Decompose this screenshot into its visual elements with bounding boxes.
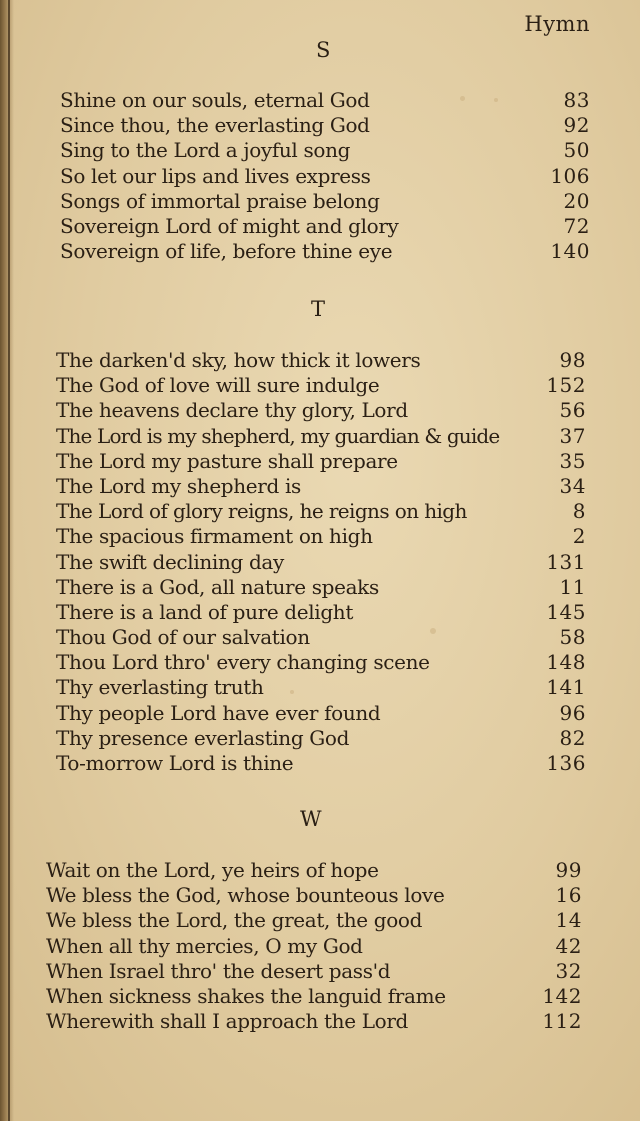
first-line: The Lord my pasture shall prepare bbox=[56, 448, 398, 473]
index-entry bbox=[56, 575, 586, 600]
index-entry bbox=[56, 373, 586, 398]
hymn-number: 82 bbox=[559, 725, 586, 750]
hymn-number: 72 bbox=[563, 213, 590, 238]
index-entry bbox=[56, 550, 586, 575]
hymn-number: 58 bbox=[559, 625, 586, 650]
first-line: We bless the God, whose bounteous love bbox=[46, 883, 445, 908]
section-letter-w: W bbox=[300, 807, 322, 831]
index-entry bbox=[60, 239, 590, 264]
first-line: Since thou, the everlasting God bbox=[60, 113, 370, 138]
index-entry bbox=[56, 650, 586, 675]
running-head: Hymn bbox=[524, 12, 590, 36]
first-line: So let our lips and lives express bbox=[60, 163, 371, 188]
hymn-number: 92 bbox=[563, 113, 590, 138]
first-line: When all thy mercies, O my God bbox=[46, 933, 363, 958]
hymn-number: 112 bbox=[542, 1009, 582, 1034]
first-line: There is a land of pure delight bbox=[56, 599, 354, 624]
index-entry bbox=[56, 524, 586, 549]
first-line: Wherewith shall I approach the Lord bbox=[46, 1009, 408, 1034]
hymn-number: 98 bbox=[559, 348, 586, 372]
first-line: When sickness shakes the languid frame bbox=[46, 983, 446, 1008]
index-list-s bbox=[60, 88, 590, 264]
index-entry bbox=[46, 1009, 582, 1034]
hymn-number: 140 bbox=[550, 239, 590, 264]
hymn-number: 42 bbox=[555, 933, 582, 958]
hymn-number: 106 bbox=[550, 163, 590, 188]
index-entry bbox=[56, 701, 586, 726]
hymn-number: 141 bbox=[546, 675, 586, 700]
hymn-number: 20 bbox=[563, 188, 590, 213]
first-line: The heavens declare thy glory, Lord bbox=[56, 398, 408, 423]
index-entry bbox=[46, 934, 582, 959]
hymn-number: 131 bbox=[546, 549, 586, 574]
first-line: The Lord my shepherd is bbox=[56, 473, 301, 498]
hymn-number: 14 bbox=[555, 908, 582, 933]
hymn-number: 145 bbox=[546, 599, 586, 624]
index-entry bbox=[56, 751, 586, 776]
first-line: Thy people Lord have ever found bbox=[56, 700, 381, 725]
index-entry bbox=[60, 214, 590, 239]
index-entry bbox=[60, 138, 590, 163]
first-line: To-morrow Lord is thine bbox=[56, 751, 294, 775]
first-line: Sing to the Lord a joyful song bbox=[60, 138, 351, 163]
hymn-number: 35 bbox=[559, 448, 586, 473]
index-entry bbox=[46, 984, 582, 1009]
index-list-t bbox=[56, 348, 586, 776]
index-entry bbox=[56, 726, 586, 751]
index-entry bbox=[56, 474, 586, 499]
hymn-number: 37 bbox=[559, 423, 586, 448]
first-line: The spacious firmament on high bbox=[56, 524, 373, 549]
first-line: Thou God of our salvation bbox=[56, 625, 310, 650]
hymn-number: 34 bbox=[559, 473, 586, 498]
index-entry bbox=[56, 499, 586, 524]
hymn-number: 56 bbox=[559, 398, 586, 423]
first-line: Thy presence everlasting God bbox=[56, 725, 350, 750]
first-line: Sovereign of life, before thine eye bbox=[60, 239, 393, 264]
first-line: We bless the Lord, the great, the good bbox=[46, 908, 423, 933]
hymn-number: 99 bbox=[555, 858, 582, 882]
index-entry bbox=[56, 449, 586, 474]
index-entry bbox=[60, 113, 590, 138]
hymn-number: 83 bbox=[563, 88, 590, 112]
hymn-number: 142 bbox=[542, 983, 582, 1008]
page-gutter bbox=[0, 0, 14, 1121]
section-letter-t: T bbox=[311, 297, 326, 321]
first-line: When Israel thro' the desert pass'd bbox=[46, 958, 391, 983]
index-entry bbox=[56, 600, 586, 625]
index-entry bbox=[56, 348, 586, 373]
first-line: There is a God, all nature speaks bbox=[56, 574, 379, 599]
index-entry bbox=[56, 424, 586, 449]
section-letter-s: S bbox=[316, 38, 331, 62]
index-entry bbox=[60, 164, 590, 189]
index-entry bbox=[46, 959, 582, 984]
first-line: Sovereign Lord of might and glory bbox=[60, 213, 399, 238]
hymn-number: 96 bbox=[559, 700, 586, 725]
first-line: Wait on the Lord, ye heirs of hope bbox=[46, 858, 379, 882]
first-line: Shine on our souls, eternal God bbox=[60, 88, 370, 112]
index-entry bbox=[60, 189, 590, 214]
index-entry bbox=[46, 883, 582, 908]
index-entry bbox=[56, 675, 586, 700]
hymn-number: 2 bbox=[572, 524, 586, 549]
index-list-w bbox=[46, 858, 582, 1034]
first-line: The swift declining day bbox=[56, 549, 284, 574]
spine-edge bbox=[8, 0, 10, 1121]
hymn-number: 148 bbox=[546, 650, 586, 675]
first-line: Thou Lord thro' every changing scene bbox=[56, 650, 430, 675]
hymn-number: 136 bbox=[546, 751, 586, 775]
index-entry bbox=[56, 398, 586, 423]
hymn-number: 16 bbox=[555, 883, 582, 908]
hymn-number: 152 bbox=[546, 373, 586, 398]
hymn-number: 32 bbox=[555, 958, 582, 983]
hymn-number: 8 bbox=[572, 499, 586, 524]
index-entry bbox=[60, 88, 590, 113]
first-line: The Lord is my shepherd, my guardian & guide bbox=[56, 423, 500, 448]
first-line: The darken'd sky, how thick it lowers bbox=[56, 348, 421, 372]
index-entry bbox=[46, 908, 582, 933]
first-line: Thy everlasting truth bbox=[56, 675, 264, 700]
first-line: The God of love will sure indulge bbox=[56, 373, 380, 398]
hymn-number: 50 bbox=[563, 138, 590, 163]
first-line: Songs of immortal praise belong bbox=[60, 188, 380, 213]
index-entry bbox=[46, 858, 582, 883]
first-line: The Lord of glory reigns, he reigns on high bbox=[56, 499, 467, 524]
index-entry bbox=[56, 625, 586, 650]
hymn-number: 11 bbox=[559, 574, 586, 599]
